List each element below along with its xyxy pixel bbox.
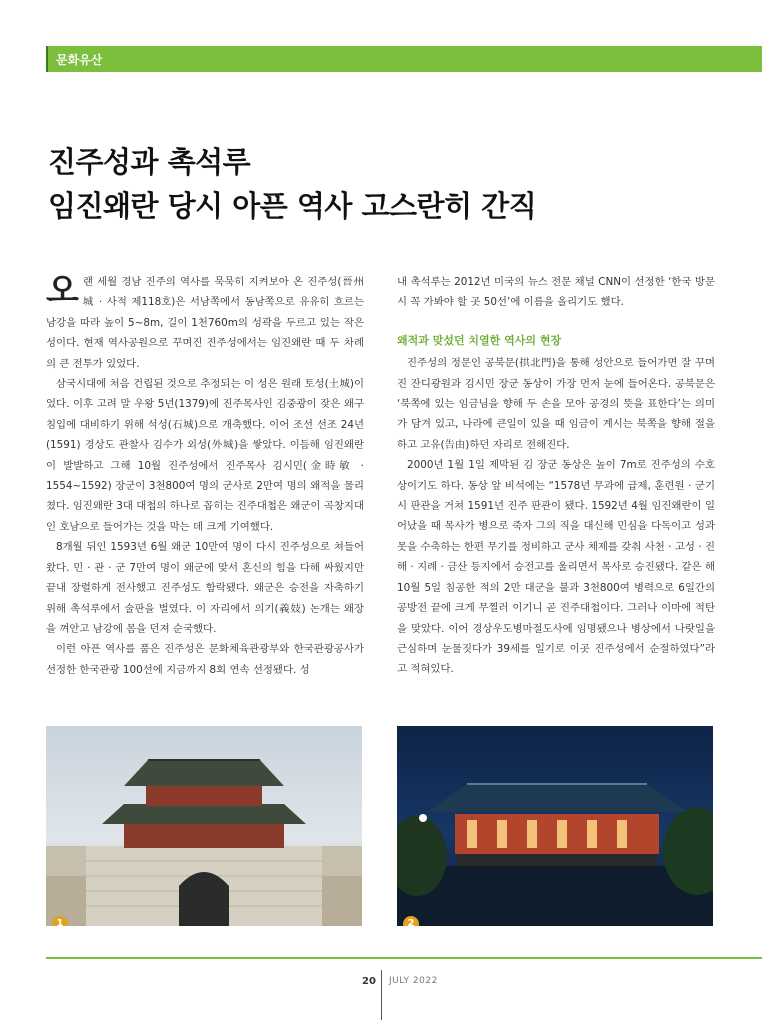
- paragraph: 2000년 1월 1일 제막된 김 장군 동상은 높이 7m로 진주성의 수호상이기도 하다. 동상 앞 비석에는 “1578년 무과에 급제, 훈련원 · 군기시 판관을 거쳐 1591년 진주 판관이 됐다. 1592년 4월 임진왜란이 일어났을 때 목사가 병으로 죽자 그의 직을 대신해 민심을 다독이고 성과 못을 수축하는 한편 무기를 정비하고 군사 체제를 갖춰 사천 · 고성 · 진해 · 지례 · 금산 등지에서 승전고를 울리면서 목사로 승진됐다. 같은 해 10월 5일 침공한 적의 2만 대군을 불과 3천800여 병력으로 6일간의 공방전 끝에 크게 무찔러 이기니 곧 진주대첩이다. 그러나 이마에 적탄을 맞았다. 이어 경상우도병마절도사에 임명됐으나 병상에서 나랏일을 근심하며 눈물짓다가 39세를 일기로 이곳 진주성에서 순절하였다”라고 적혀있다.: [397, 459, 715, 676]
- photo-gongbukmun-gate: [46, 726, 362, 926]
- paragraph: 진주성의 정문인 공북문(拱北門)을 통해 성안으로 들어가면 잘 꾸며진 잔디광원과 김시민 장군 동상이 가장 먼저 눈에 들어온다. 공북문은 ‘북쪽에 있는 임금님을 향해 두 손을 모아 공경의 뜻을 표한다’는 의미가 담겨 있고, 나라에 큰일이 있을 때 임금이 계시는 북쪽을 향해 절을 하고 고유(告由)하던 자리로 전해진다.: [397, 357, 715, 451]
- title-line-2: 임진왜란 당시 아픈 역사 고스란히 간직: [48, 189, 537, 223]
- section-bar: [46, 46, 762, 72]
- right-column: [397, 272, 715, 680]
- paragraph: 8개월 뒤인 1593년 6월 왜군 10만여 명이 다시 진주성으로 쳐들어왔다. 민 · 관 · 군 7만여 명이 왜군에 맞서 혼신의 힘을 다해 싸웠지만 끝내 장렬하게 전사했고 진주성도 함락됐다. 왜군은 승전을 자축하기 위해 촉석루에서 술판을 벌였다. 이 자리에서 의기(義妓) 논개는 왜장을 껴안고 남강에 몸을 던져 순국했다.: [46, 541, 364, 635]
- photo-chokseokru-night: [397, 726, 713, 926]
- article-title: [48, 140, 536, 228]
- footer-rule: [46, 957, 762, 959]
- subheading: 왜적과 맞섰던 치열한 역사의 현장: [397, 333, 562, 347]
- paragraph: [46, 272, 364, 374]
- paragraph: 삼국시대에 처음 건립된 것으로 추정되는 이 성은 원래 토성(土城)이었다. 이후 고려 말 우왕 5년(1379)에 진주목사인 김중광이 잦은 왜구 침입에 대비하기 위해 석성(石城)으로 개축했다. 이어 조선 선조 24년(1591) 경상도 관찰사 김수가 외성(外城)을 쌓았다. 이듬해 임진왜란이 발발하고 그해 10월 진주성에서 진주목사 김시민(金時敏 · 1554~1592) 장군이 3천800여 명의 군사로 2만여 명의 왜적을 물리쳤다. 임진왜란 3대 대첩의 하나로 꼽히는 진주대첩은 왜군이 곡창지대인 호남으로 들어가는 것을 막는 데 크게 기여했다.: [46, 378, 364, 533]
- gate-illustration: [46, 726, 362, 926]
- paragraph-text: 랜 세월 경남 진주의 역사를 묵묵히 지켜보아 온 진주성(晉州城 · 사적 제118호)은 서남쪽에서 동남쪽으로 유유히 흐르는 남강을 따라 높이 5~8m, 길이 1천760m의 성곽을 두르고 있는 작은 성이다. 현재 역사공원으로 꾸며진 진주성에서는 임진왜란 때 두 차례의 큰 전투가 있었다.: [46, 276, 364, 370]
- paragraph: 내 촉석루는 2012년 미국의 뉴스 전문 채널 CNN이 선정한 ‘한국 방문 시 꼭 가봐야 할 곳 50선’에 이름을 올리기도 했다.: [397, 276, 715, 309]
- section-label: 문화유산: [56, 53, 103, 67]
- photo-number-badge: 1: [52, 916, 68, 926]
- page-number: 20: [362, 976, 376, 987]
- pavilion-illustration: [397, 726, 713, 926]
- left-column: [46, 272, 364, 680]
- issue-date: JULY 2022: [389, 976, 438, 986]
- section-bar-accent: [46, 46, 48, 72]
- footer-divider: [381, 970, 382, 1020]
- dropcap: 오: [46, 271, 79, 311]
- title-line-1: 진주성과 촉석루: [48, 145, 251, 179]
- photo-number-badge: 2: [403, 916, 419, 926]
- paragraph: 이런 아픈 역사를 품은 진주성은 문화체육관광부와 한국관광공사가 선정한 한국관광 100선에 지금까지 8회 연속 선정됐다. 성: [46, 643, 364, 676]
